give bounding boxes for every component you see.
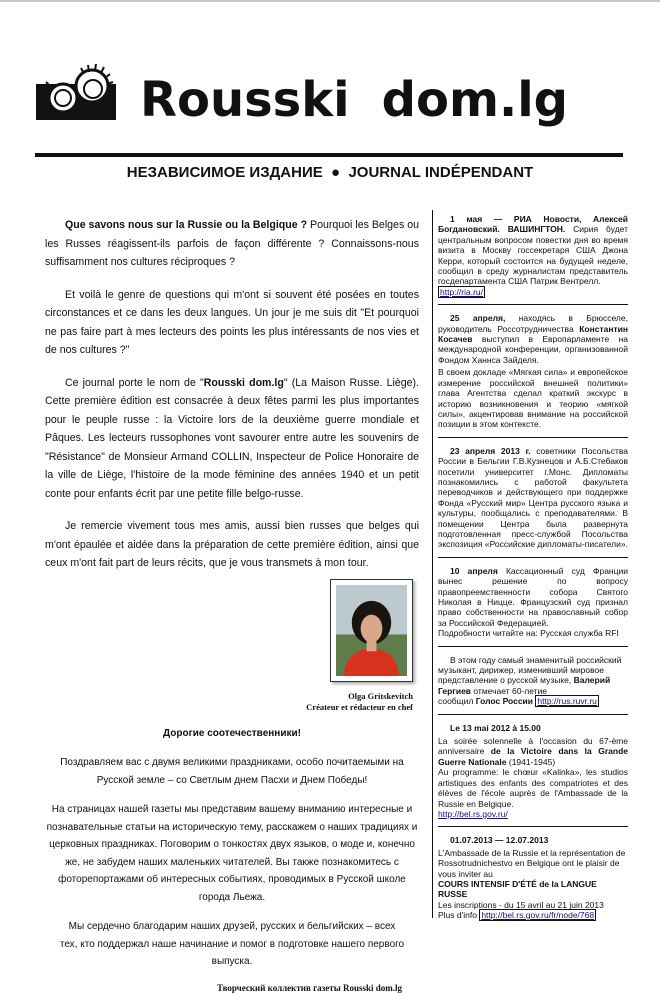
author-block: [45, 579, 419, 713]
news-link[interactable]: http://bel.rs.gov.ru/: [438, 808, 508, 819]
signature: Творческий коллектив газеты Rousski dom.lg: [217, 982, 402, 993]
russian-address: [45, 725, 419, 971]
news-date: 23 апреля 2013 г.: [450, 445, 531, 456]
news-source: Подробности читайте на: Русская служба RFI: [438, 628, 619, 639]
news-column: [438, 212, 628, 928]
news-item: [438, 833, 628, 927]
news-item: [438, 311, 628, 437]
text: Pourquoi les Belges ou les Russes réagissent-ils parfois de façon différente ? Connaissons-nous suffisamment nos cultures réciproques ?: [45, 219, 419, 268]
news-item: [438, 564, 628, 647]
title-part-2: dom.lg: [381, 72, 569, 128]
news-text: Les inscriptions - du 15 avril au 21 juin 2013: [438, 899, 604, 910]
author-role: Créateur et rédacteur en chef: [306, 701, 413, 712]
author-photo: [330, 579, 413, 682]
editorial-paragraph: [45, 374, 419, 504]
text: " (La Maison Russe. Liège). Cette première édition est consacrée à deux fêtes parmi les plus importantes pour le peuple russe : la Victoire lors de la deuxième guerre mondiale et Pâques. Les lecteurs russophones vont savourer entre autre les souvenirs de "Résistance" de Monsieur Armand COLLIN, Inspecteur de Police Honoraire de la ville de Liège, l'histoire de la mode féminine des années 1940 et un petit conte pour enfants écrit par une petite fille belgo-russe.: [45, 376, 419, 500]
news-text: Plus d'info: [438, 910, 480, 921]
editorial-paragraph: Et voilà le genre de questions qui m'ont si souvent été posées en toutes circonstances et ce dans les deux langues. Un jour je me suis dit "Et pourquoi ne pas faire part à mes lecteurs des points les plus intéressants de nos vies et de nos cultures ?": [45, 288, 419, 356]
news-source: Голос России: [475, 696, 534, 707]
news-highlight: COURS INTENSIF D'ÉTÉ de la LANGUE RUSSE: [438, 878, 597, 900]
greeting-text: Дорогие соотечественники!: [163, 727, 301, 739]
news-item: [438, 653, 628, 715]
news-highlight: de la Victoire dans la Grande Guerre Nationale: [438, 746, 628, 767]
masthead-rule: [35, 153, 623, 157]
news-person: Константин Косачев: [438, 323, 628, 345]
news-text: Кассационный суд Франции вынес решение по вопросу правопреемственности собора Святого Николая в Ницце. Французский суд признал право собственности на православный собор за Российской Федерацией.: [438, 565, 628, 628]
news-date: Le 13 mai 2012 à 15.00: [450, 722, 541, 733]
news-date: 01.07.2013 — 12.07.2013: [450, 835, 549, 846]
news-text: В этом году самый знаменитый российский музыкант, дирижер, изменивший мировое представление о русской музыке,: [438, 654, 622, 686]
news-text: выступил в Европарламенте на международной конференции, организованной Фондом Ханнса Зайделя.: [438, 334, 628, 365]
text: Ce journal porte le nom de ": [65, 376, 204, 389]
news-text: Au programme: le chœur «Kalinka», les studios artistiques des enfants des compatriotes et des élèves de l'école auprès de l'Ambassade de la Russie en Belgique.: [438, 767, 628, 809]
author-name: Olga Gritskevitch: [348, 690, 413, 701]
news-link[interactable]: http://bel.rs.gov.ru/fr/node/768: [481, 910, 595, 921]
news-headline: 1 мая — РИА Новости, Алексей Богдановский. ВАШИНГТОН.: [438, 214, 628, 235]
title-part-1: Rousski: [140, 72, 350, 128]
news-text: (1941-1945): [506, 756, 556, 767]
news-text: сообщил: [438, 696, 476, 707]
news-text: советники Посольства России в Бельгии Г.В.Кузнецов и А.Б.Стебаков посетили университет г.Монс. Дипломаты познакомились с работой факультета переводчиков и действующего при поддержке Фонда «Русский мир» Центра русского языка и культуры, пообщались с преподавателями. В помещении Центра была развернута подготовленная пресс-службой Посольства экспозиция «Российские дипломаты-писатели».: [438, 445, 628, 550]
ru-paragraph: Поздравляем вас с двумя великими праздниками, особо почитаемыми на Русской земле – со Светлым днем Пасхи и Днем Победы!: [60, 757, 404, 786]
column-divider: [432, 210, 433, 918]
news-text: находясь в Брюсселе, руководитель Россотрудничества: [438, 313, 628, 334]
journal-name: Rousski dom.lg: [203, 376, 284, 389]
left-column: [45, 216, 419, 994]
news-text: Сирия будет центральным вопросом повестки дня во время визита в Москву госсекретаря США Джона Керри, который состоится на будущей неделе, сообщил в среду журналистам представитель госдепартамента США Патрик Вентрелл.: [438, 224, 628, 287]
editorial-paragraph: [45, 216, 419, 272]
news-text: отмечает 60-летие: [471, 685, 548, 696]
news-item: [438, 212, 628, 305]
news-link[interactable]: http://rus.ruvr.ru: [537, 696, 597, 707]
news-link[interactable]: http://ria.ru/: [440, 286, 483, 297]
news-text: L'Ambassade de la Russie et la représentation de Rossotrudnichestvo en Belgique ont le plaisir de vous inviter au: [438, 847, 626, 879]
news-item: [438, 444, 628, 558]
news-person: Валерий Гергиев: [438, 675, 611, 696]
lead-question: Que savons nous sur la Russie ou la Belgique ?: [65, 219, 308, 231]
greeting: [45, 725, 419, 743]
news-date: 25 апреля,: [450, 313, 506, 324]
ru-paragraph: На страницах нашей газеты мы представим вашему вниманию интересные и познавательные статьи на историческую тему, расскажем о наших традициях и церковных праздниках. Поговорим о тонкостях двух языков, о моде и, конечно же, не забудем наших маленьких читателей. Вы также познакомитесь с фоторепортажами об интересных событиях, проводимых в Русской школе города Льежа.: [46, 804, 418, 903]
news-text: В своем докладе «Мягкая сила» и европейское измерение российской внешней политики» глава Агентства сделал краткий экскурс в историю возникновения и теорию «мягкой силы», акцентировав внимание на российской позиции в этом контексте.: [438, 367, 628, 430]
editorial-paragraph: Je remercie vivement tous mes amis, aussi bien russes que belges qui m'ont épaulée et aidée dans la préparation de cette première édition, ainsi que ceux m'ont fait part de leurs récits, que je vous transmets à mon tour.: [45, 520, 419, 569]
logo-emblem: [36, 62, 116, 120]
masthead-subtitle: НЕЗАВИСИМОЕ ИЗДАНИЕ ● JOURNAL INDÉPENDANT: [126, 164, 534, 181]
photo-caption: [306, 691, 413, 713]
ru-paragraph: Мы сердечно благодарим наших друзей, русских и бельгийских – всех тех, кто поддержал наше начинание и помог в подготовке нашего первого выпуска.: [59, 921, 405, 967]
masthead-title: [140, 72, 620, 128]
news-date: 10 апреля: [450, 565, 498, 576]
news-item: [438, 721, 628, 828]
news-text: La soirée solennelle à l'occasion du 67-ème anniversaire: [438, 736, 628, 757]
editorial: [45, 216, 419, 573]
